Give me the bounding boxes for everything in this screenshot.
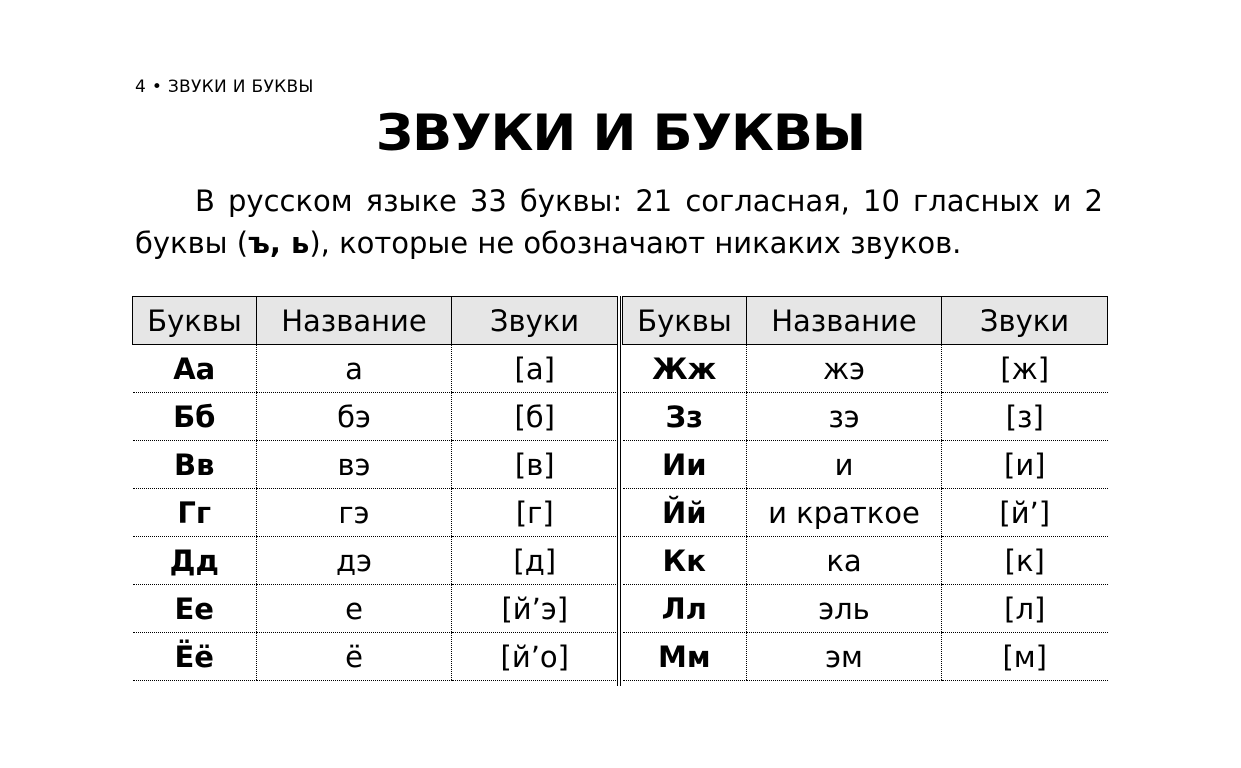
name-cell: и краткое: [747, 489, 942, 537]
letter-cell: Жж: [623, 345, 747, 393]
table-header-row: [623, 297, 1108, 345]
sound-cell: [л]: [942, 585, 1108, 633]
header-letters: Буквы: [133, 297, 257, 345]
table-row: [133, 345, 618, 393]
table-body-left: [133, 345, 618, 681]
sound-cell: [и]: [942, 441, 1108, 489]
table-header-row: [133, 297, 618, 345]
sound-cell: [ж]: [942, 345, 1108, 393]
sound-cell: [а]: [452, 345, 618, 393]
name-cell: гэ: [257, 489, 452, 537]
header-sounds: Звуки: [942, 297, 1108, 345]
table-row: [623, 393, 1108, 441]
table-row: [623, 633, 1108, 681]
table-row: [133, 393, 618, 441]
running-head: 4 • ЗВУКИ И БУКВЫ: [135, 77, 314, 97]
name-cell: зэ: [747, 393, 942, 441]
sound-cell: [й’о]: [452, 633, 618, 681]
alphabet-table-right: [622, 296, 1108, 681]
intro-text-1: В русском языке 33 буквы: 21 согласная, 10 гласных и 2 буквы (: [135, 184, 1103, 260]
name-cell: а: [257, 345, 452, 393]
page-title: ЗВУКИ И БУКВЫ: [375, 104, 866, 162]
letter-cell: Лл: [623, 585, 747, 633]
table-row: [623, 489, 1108, 537]
sound-cell: [й’э]: [452, 585, 618, 633]
letter-cell: Ии: [623, 441, 747, 489]
letter-cell: Бб: [133, 393, 257, 441]
name-cell: ё: [257, 633, 452, 681]
intro-text-2: ), которые не обозначают никаких звуков.: [309, 226, 962, 260]
sound-cell: [й’]: [942, 489, 1108, 537]
alphabet-table-left: [132, 296, 618, 681]
table-divider: [617, 296, 621, 686]
name-cell: эль: [747, 585, 942, 633]
name-cell: е: [257, 585, 452, 633]
letter-cell: Кк: [623, 537, 747, 585]
name-cell: и: [747, 441, 942, 489]
sound-cell: [з]: [942, 393, 1108, 441]
name-cell: вэ: [257, 441, 452, 489]
header-sounds: Звуки: [452, 297, 618, 345]
letter-cell: Гг: [133, 489, 257, 537]
table-row: [133, 537, 618, 585]
name-cell: ка: [747, 537, 942, 585]
table-row: [623, 345, 1108, 393]
table-row: [133, 441, 618, 489]
sound-cell: [м]: [942, 633, 1108, 681]
letter-cell: Ее: [133, 585, 257, 633]
header-name: Название: [257, 297, 452, 345]
header-name: Название: [747, 297, 942, 345]
table-row: [133, 489, 618, 537]
name-cell: дэ: [257, 537, 452, 585]
letter-cell: Аа: [133, 345, 257, 393]
table-row: [623, 441, 1108, 489]
name-cell: бэ: [257, 393, 452, 441]
intro-paragraph: [135, 180, 1103, 264]
letter-cell: Дд: [133, 537, 257, 585]
header-letters: Буквы: [623, 297, 747, 345]
letter-cell: Зз: [623, 393, 747, 441]
table-row: [133, 585, 618, 633]
intro-bold-letters: ъ, ь: [248, 226, 310, 260]
sound-cell: [к]: [942, 537, 1108, 585]
table-body-right: [623, 345, 1108, 681]
letter-cell: Йй: [623, 489, 747, 537]
sound-cell: [в]: [452, 441, 618, 489]
letter-cell: Вв: [133, 441, 257, 489]
sound-cell: [б]: [452, 393, 618, 441]
table-row: [133, 633, 618, 681]
letter-cell: Мм: [623, 633, 747, 681]
sound-cell: [г]: [452, 489, 618, 537]
sound-cell: [д]: [452, 537, 618, 585]
name-cell: эм: [747, 633, 942, 681]
name-cell: жэ: [747, 345, 942, 393]
letter-cell: Ёё: [133, 633, 257, 681]
table-row: [623, 585, 1108, 633]
table-row: [623, 537, 1108, 585]
